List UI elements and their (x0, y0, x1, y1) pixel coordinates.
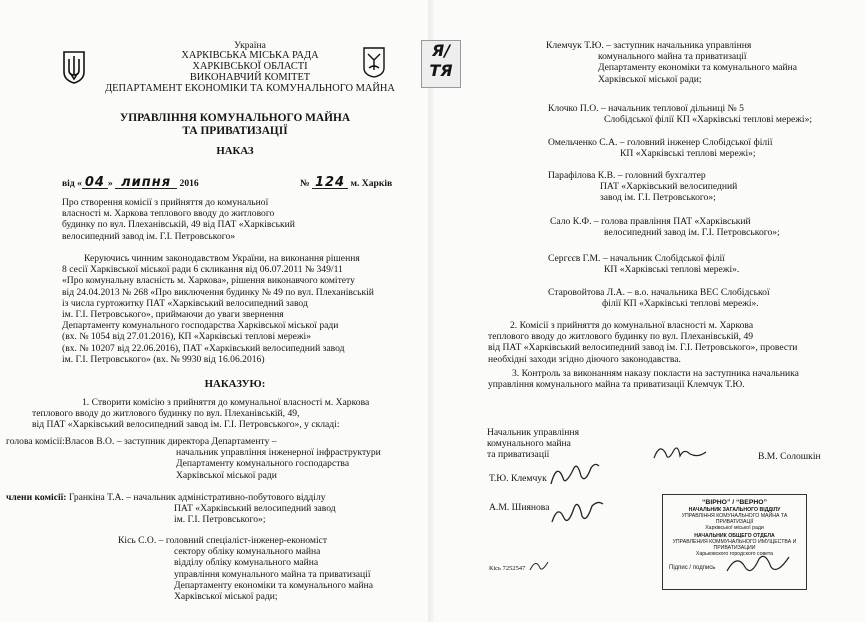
date-line (62, 177, 199, 189)
header-committee: ВИКОНАВЧИЙ КОМІТЕТ (189, 72, 311, 83)
preamble (62, 253, 398, 365)
shiyanova-signature-icon (548, 494, 606, 530)
number-prefix: № (300, 178, 310, 189)
stamp-line: Підпис / подпись (669, 565, 716, 571)
handwritten-mark: Я/ ТЯ (421, 40, 461, 88)
item2-line: необхідні заходи згідно діючого законодавства. (488, 353, 681, 365)
member-first-line: Парафілова К.В. – головний бухгалтер (548, 170, 706, 181)
preamble-line: Департаменту комунального господарства Харківської міської ради (62, 320, 339, 332)
stamp-line: УПРАВЛІННЯ КОМУНАЛЬНОГО МАЙНА ТА ПРИВАТИЗАЦІЇ (681, 513, 788, 525)
office-line1: УПРАВЛІННЯ КОМУНАЛЬНОГО МАЙНА (119, 112, 351, 124)
member-line: Харківської міської ради; (174, 591, 278, 603)
number-line (300, 177, 392, 189)
stamp-line: “ВІРНО” / “ВЕРНО” (702, 499, 767, 506)
date-month: липня (115, 177, 177, 189)
preamble-line: від 24.04.2013 № 268 «Про виключення будинку № 49 по вул. Плеханівській (62, 286, 374, 298)
date-day: 04 (82, 177, 108, 189)
preamble-line: ім. Г.І. Петровського», приймаючи до уваги звернення (62, 309, 284, 321)
member-line: Слобідської філії КП «Харківські теплові мережі»; (604, 114, 813, 126)
header-oblast: ХАРКІВСЬКОЇ ОБЛАСТІ (192, 61, 308, 72)
member-first-line: Омельченко С.А. – головний інженер Слобідської філії (548, 137, 773, 148)
signature-line: Начальник управління (487, 427, 579, 438)
member-kis (118, 535, 373, 602)
item2-line: теплового вводу до житлового будинку по вул. Плеханівській, 49 (488, 331, 754, 343)
subject-line: будинку по вул. Плеханівській, 49 від ПАТ «Харківський (62, 219, 295, 231)
chair-line: Департаменту комунального господарства (176, 458, 350, 470)
member-line: комунального майна та приватизації (598, 51, 747, 63)
signature-line: та приватизації (487, 449, 550, 461)
member-first-line: Клемчук Т.Ю. – заступник начальника управління (546, 40, 752, 51)
item2-line: від ПАТ «Харківський велосипедний завод ім. Г.І. Петровського», провести (488, 342, 798, 354)
header-country: Україна (234, 40, 266, 51)
preamble-line: із числа гуртожитку ПАТ «Харківський велосипедний завод (62, 297, 308, 309)
member-omelchenko (548, 137, 773, 159)
item3 (488, 368, 799, 390)
stamp-line: Харьковского городского совета (695, 551, 774, 557)
members-block (6, 492, 336, 526)
office-line2: ТА ПРИВАТИЗАЦІЇ (182, 125, 288, 137)
item1-line: 1. Створити комісію з прийняття до комунальної власності м. Харкова (82, 397, 370, 408)
preamble-line: (вх. № 10207 від 22.06.2016), ПАТ «Харківський велосипедний завод (62, 342, 345, 354)
member-parafilova (548, 170, 737, 204)
date-prefix: від « (62, 178, 82, 189)
approval-klemchuk: Т.Ю. Клемчук (489, 473, 547, 484)
stamp-signature-icon (723, 547, 793, 579)
member-line: велосипедний завод ім. Г.І. Петровського»; (604, 227, 780, 239)
member-line: Харківської міської ради; (598, 73, 702, 85)
member-line: КП «Харківські теплові мережі». (604, 264, 740, 276)
chair-line: Харківської міської ради (176, 469, 277, 481)
coat-of-arms-icon (62, 50, 86, 84)
member-line: завод ім. Г.І. Петровського»; (600, 192, 716, 204)
subject-line: власності м. Харкова теплового вводу до житлового (62, 208, 275, 220)
city-name: м. Харків (350, 178, 393, 189)
order-number: 124 (312, 177, 348, 189)
stamp-line: УПРАВЛЕНИЯ КОММУНАЛЬНОГО ИМУЩЕСТВА И ПРИВАТИЗАЦИИ (672, 539, 797, 551)
city-emblem-icon (362, 46, 386, 78)
certification-stamp (662, 494, 807, 590)
subject (62, 197, 295, 242)
member-kis-first: Кісь С.О. – головний спеціаліст-інженер-економіст (118, 535, 328, 546)
stamp-line: Харківської міської ради (705, 525, 764, 531)
member-line: ПАТ «Харківський велосипедний завод (174, 503, 336, 515)
member-klochko (548, 103, 812, 125)
preamble-line: «Про комунальну власність м. Харкова», рішення виконавчого комітету (62, 275, 355, 287)
member-line: сектору обліку комунального майна (174, 546, 321, 558)
item1 (30, 397, 369, 431)
subject-line: велосипедний завод ім. Г.І. Петровського» (62, 230, 236, 242)
member-line: філії КП «Харківські теплові мережі». (602, 298, 759, 310)
member-line: КП «Харківські теплові мережі»; (620, 148, 756, 160)
member-line: ім. Г.І. Петровського»; (174, 514, 266, 526)
signature-title (487, 427, 579, 461)
head-signature-icon (650, 440, 710, 466)
approval-shiyanova: А.М. Шиянова (489, 502, 550, 513)
item1-line: теплового вводу до житлового будинку по вул. Плеханівській, 49, (32, 408, 300, 420)
stamp-line: НАЧАЛЬНИК ОБЩЕГО ОТДЕЛА (694, 533, 775, 539)
signature-line: комунального майна (487, 438, 571, 450)
item3-line: 3. Контроль за виконанням наказу покласти на заступника начальника (512, 368, 799, 379)
item2 (488, 320, 797, 365)
item2-line: 2. Комісії з прийняття до комунальної власності м. Харкова (510, 320, 754, 331)
stamp-line: НАЧАЛЬНИК ЗАГАЛЬНОГО ВІДДІЛУ (688, 507, 781, 513)
preamble-line: (вх. № 1054 від 27.01.2016), КП «Харківські теплові мережі» (62, 331, 311, 343)
members-label: члени комісії: (6, 492, 67, 503)
doc-type: НАКАЗ (216, 145, 254, 157)
member-line: управління комунального майна та приватизації (174, 568, 371, 580)
order-heading: НАКАЗУЮ: (204, 378, 266, 390)
member-klemchuk (546, 40, 797, 85)
member-line: Департаменту економіки та комунального майна (174, 579, 374, 591)
item1-line: від ПАТ «Харківський велосипедний завод ім. Г.І. Петровського», у складі: (32, 419, 340, 431)
preamble-line: ім. Г.І. Петровського» (вх. № 9930 від 16.06.2016) (62, 353, 265, 365)
chair-block (6, 436, 381, 481)
member-line: ПАТ «Харківський велосипедний (600, 181, 738, 193)
member-grankina: Гранкіна Т.А. – начальник адміністративно-побутового відділу (68, 492, 326, 503)
member-line: відділу обліку комунального майна (174, 557, 319, 569)
member-sergeev (548, 253, 739, 275)
preamble-line: 8 сесії Харківської міської ради 6 скликання від 06.07.2011 № 349/11 (62, 264, 343, 276)
member-first-line: Клочко П.О. – начальник теплової дільниці № 5 (548, 103, 744, 114)
date-close: » (107, 178, 113, 189)
header-department: ДЕПАРТАМЕНТ ЕКОНОМІКИ ТА КОМУНАЛЬНОГО МАЙНА (105, 83, 395, 94)
klemchuk-signature-icon (545, 458, 603, 490)
chair-label: голова комісії: (6, 436, 65, 447)
subject-line: Про створення комісії з прийняття до комунальної (62, 197, 269, 208)
signature-name: В.М. Солошкін (758, 451, 821, 462)
member-salo (550, 216, 780, 238)
member-starovoytova (548, 287, 770, 309)
member-first-line: Сало К.Ф. – голова правління ПАТ «Харківський (550, 216, 751, 227)
chair-line: начальник управління інженерної інфраструктури (176, 447, 381, 459)
kis-initial-icon (528, 556, 550, 574)
kis-note: Кісь 7252547 (489, 565, 526, 572)
member-first-line: Старовойтова Л.А. – в.о. начальника ВЕС Слобідської (548, 287, 770, 298)
chair-name: Власов В.О. – заступник директора Департаменту – (64, 436, 277, 447)
member-line: Департаменту економіки та комунального майна (598, 62, 798, 74)
preamble-line: Керуючись чинним законодавством України, на виконання рішення (84, 253, 360, 264)
item3-line: управління комунального майна та приватизації Клемчук Т.Ю. (488, 379, 745, 391)
member-first-line: Сергєєв Г.М. – начальник Слобідської філії (548, 253, 725, 264)
left-column (0, 0, 430, 622)
header-council: ХАРКІВСЬКА МІСЬКА РАДА (181, 50, 319, 61)
date-year: 2016 (179, 178, 199, 189)
